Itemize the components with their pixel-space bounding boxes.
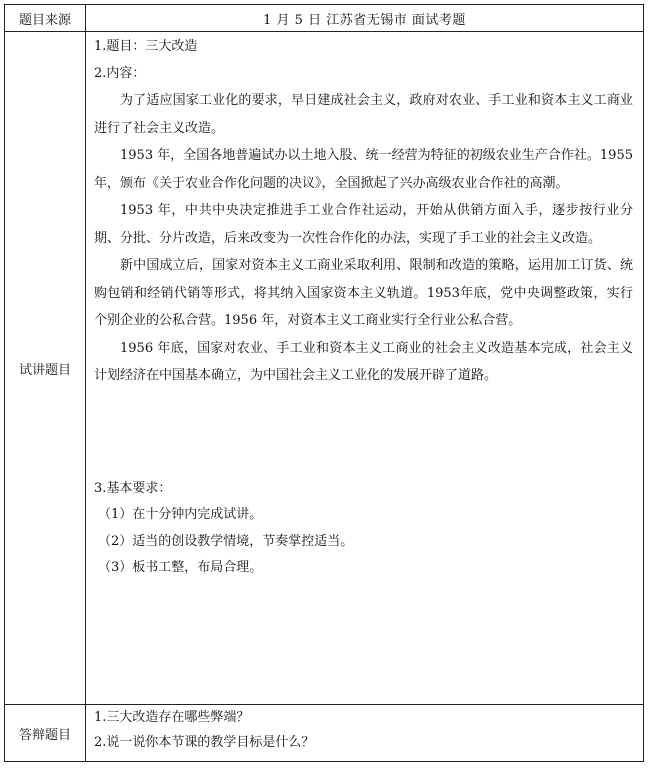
requirement-item: （1）在十分钟内完成试讲。: [98, 507, 263, 522]
defense-question: 2.说一说你本节课的教学目标是什么？: [94, 735, 315, 750]
lecture-topic: 1.题目：三大改造: [94, 39, 198, 54]
requirement-item: （3）板书工整，布局合理。: [98, 560, 263, 575]
lecture-row: [5, 32, 644, 705]
source-label: 题目来源: [5, 5, 86, 32]
spacer: [94, 390, 633, 476]
content-paragraph: 1956 年底，国家对农业、手工业和资本主义工商业的社会主义改造基本完成，社会主义计划经济在中国基本确立，为中国社会主义工业化的发展开辟了道路。: [94, 340, 633, 383]
lecture-label: 试讲题目: [5, 32, 86, 705]
content-paragraph: 新中国成立后，国家对资本主义工商业采取利用、限制和改造的策略，运用加工订货、统购包销和经销代销等形式，将其纳入国家资本主义轨道。1953年底，党中央调整政策，实行个别企业的公私合营。1956 年，对资本主义工商业实行全行业公私合营。: [94, 258, 633, 328]
defense-content: [86, 705, 644, 762]
content-paragraph: 为了适应国家工业化的要求，早日建成社会主义，政府对农业、手工业和资本主义工商业进行了社会主义改造。: [94, 93, 633, 136]
defense-question: 1.三大改造存在哪些弊端？: [94, 710, 250, 725]
requirement-item: （2）适当的创设教学情境，节奏掌控适当。: [98, 533, 354, 549]
content-paragraph: 1953 年，中共中央决定推进手工业合作社运动，开始从供销方面入手，逐步按行业分期、分批、分片改造，后来改变为一次性合作化的办法，实现了手工业的社会主义改造。: [94, 203, 633, 246]
source-value: 1 月 5 日 江苏省无锡市 面试考题: [86, 5, 644, 32]
defense-label: 答辩题目: [5, 705, 86, 762]
lecture-content: [86, 32, 644, 705]
source-row: [5, 5, 644, 32]
content-paragraph: 1953 年，全国各地普遍试办以土地入股、统一经营为特征的初级农业生产合作社。1955 年，颁布《关于农业合作化问题的决议》，全国掀起了兴办高级农业合作社的高潮。: [94, 148, 633, 191]
requirements-heading: 3.基本要求：: [94, 480, 172, 496]
content-heading: 2.内容：: [94, 65, 146, 81]
exam-question-table: [4, 4, 644, 762]
defense-row: [5, 705, 644, 762]
